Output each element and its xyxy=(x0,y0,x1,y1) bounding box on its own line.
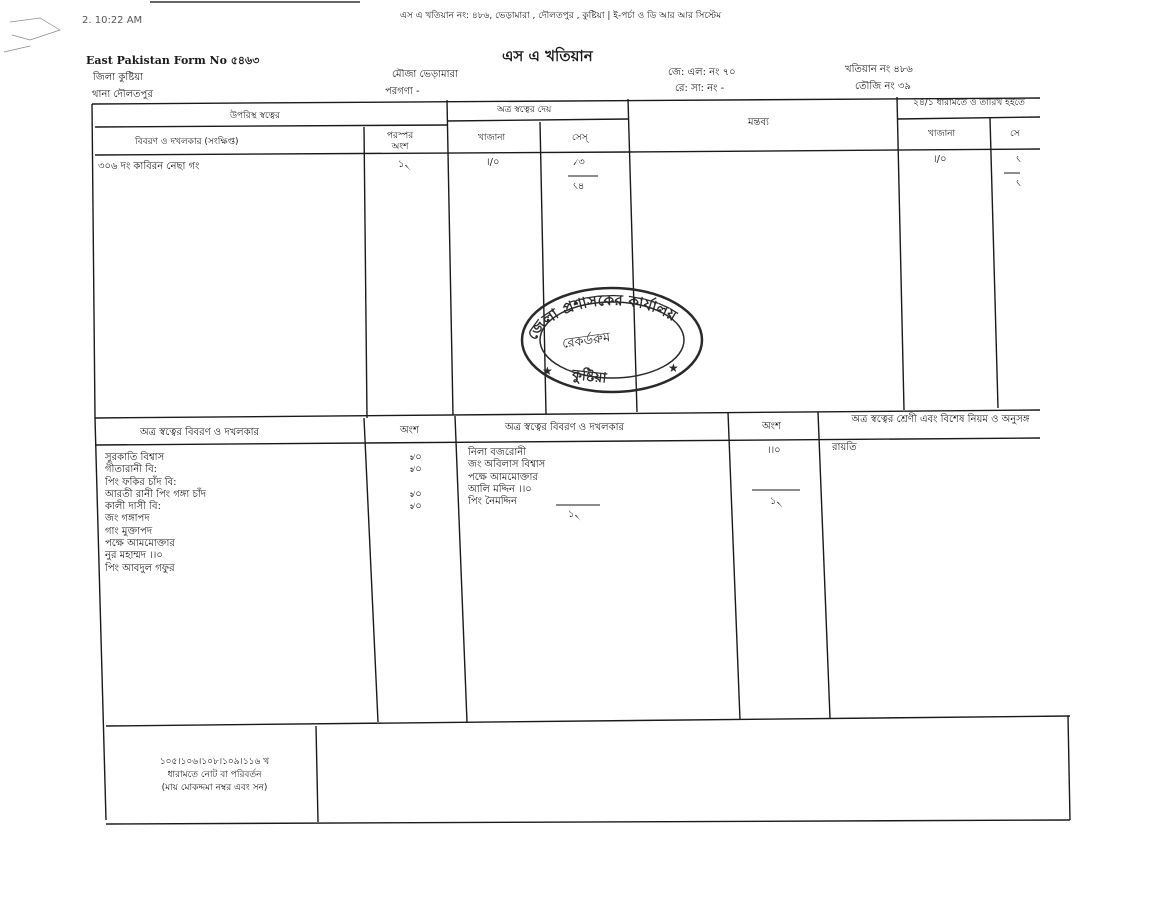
khatian-number-field: খতিয়ান নং ৪৮৬ xyxy=(845,64,913,75)
printed-header: এস এ খতিয়ান নং: ৪৮৬, ভেড়ামারা , দৌলতপুর , কুষ্টিয়া | ই-পর্চা ও ডি আর আর সিস্টেম xyxy=(400,11,722,21)
header-description: বিবরণ ও দখলকার (সংক্ষিপ্ত) xyxy=(135,137,239,147)
owner-2-share-total: ১৲ xyxy=(770,496,783,507)
pargana-field: পরগণা - xyxy=(385,86,420,97)
header-payable: অত্র স্বত্বের দেয় xyxy=(497,105,552,115)
header-owner: অত্র স্বত্বের বিবরণ ও দখলকার xyxy=(140,427,260,438)
margin-scribble xyxy=(4,18,60,52)
owner-entry: নুর মহাম্মদ ।।০ xyxy=(105,550,163,562)
owner-entry: নিলা বজরোনী xyxy=(468,447,527,458)
svg-text:★: ★ xyxy=(542,364,553,378)
owner-shares-list xyxy=(410,452,422,513)
svg-text:কুষ্টিয়া: কুষ্টিয়া xyxy=(571,367,608,387)
owner-entry: জং গঙ্গাপদ xyxy=(105,513,150,525)
owner-share: ৶০ xyxy=(410,464,422,476)
header-remarks: মন্তব্য xyxy=(748,117,769,128)
owner-entry: গাং মুক্তাপদ xyxy=(105,525,153,537)
upper-row-cess: ৴৩ xyxy=(573,157,585,168)
upper-row-right-fragment: ৻ xyxy=(1016,154,1021,165)
header-khajana-right: খাজানা xyxy=(928,129,956,139)
owner-2-share: ।।০ xyxy=(767,445,781,456)
owner-entry: জং অবিলাস বিশ্বাস xyxy=(468,459,546,471)
owners-2-total: ১৲ xyxy=(568,509,581,520)
header-cess-right: সে xyxy=(1010,129,1020,139)
owner-entry: গীতারানী বি: xyxy=(105,464,158,476)
footer-case-line: (মায় মোকদ্দমা নম্বর এবং সন) xyxy=(161,783,268,793)
office-seal-stamp xyxy=(522,288,702,392)
svg-text:জেলা প্রশাসকের কার্যালয়: জেলা প্রশাসকের কার্যালয় xyxy=(523,290,681,344)
header-share-2: অংশ xyxy=(762,421,781,432)
jl-number-field: জে: এল: নং ৭০ xyxy=(668,67,736,78)
owners-list-2 xyxy=(468,447,545,508)
owner-share: ৶০ xyxy=(410,452,422,463)
header-cess: সেস্ xyxy=(572,133,588,143)
re-sa-number-field: রে: সা: নং - xyxy=(675,83,725,94)
owner-entry: পক্ষে আমমোক্তার xyxy=(105,538,175,550)
owner-share xyxy=(410,477,422,489)
owners-list xyxy=(105,452,206,575)
form-number: East Pakistan Form No ৫৪৬৩ xyxy=(86,54,260,67)
upper-row-right-fragment: ৻ xyxy=(1016,178,1021,189)
owner-entry: সুরকাতি বিশ্বাস xyxy=(105,452,165,463)
print-timestamp: 2. 10:22 AM xyxy=(82,15,143,26)
upper-row-share: ১৲ xyxy=(398,159,411,170)
svg-text:★: ★ xyxy=(668,361,679,375)
tenancy-class: রায়তি xyxy=(832,442,857,453)
mouza-field: মৌজা ভেড়ামারা xyxy=(392,69,458,80)
district-field: জিলা কুষ্টিয়া xyxy=(93,72,143,83)
owner-entry: পিং নৈমদ্দিন xyxy=(468,496,517,508)
owner-entry: পক্ষে আমমোক্তার xyxy=(468,471,538,483)
thana-field: থানা দৌলতপুর xyxy=(92,89,153,100)
header-section-24-1: ২৪/১ ধারামতে ও তারিখ হইতে xyxy=(913,98,1025,108)
owner-entry: আলি মদ্দিন ।।০ xyxy=(468,483,532,495)
header-superior-rights: উপরিস্থ স্বত্বের xyxy=(230,111,280,121)
header-mutual-share: পরস্পর অংশ xyxy=(386,131,414,152)
owner-entry: পিং ফকির চাঁদ বি: xyxy=(105,476,177,488)
touji-number-field: তৌজি নং ৩৯ xyxy=(855,81,911,92)
footer-sections: ১০৫।১০৬।১০৮।১০৯।১১৬ খ xyxy=(159,757,270,767)
owner-entry: পিং আবদুল গফুর xyxy=(105,562,175,574)
upper-row-khajana-right: ।/০ xyxy=(933,154,947,165)
owner-entry: আরতী রানী পিং গঙ্গা চাঁদ xyxy=(105,488,207,500)
header-owner-2: অত্র স্বত্বের বিবরণ ও দখলকার xyxy=(505,422,625,433)
header-class-rules: অত্র স্বত্বের শ্রেণী এবং বিশেষ নিয়ম ও অনুসঙ্গ xyxy=(851,414,1030,425)
upper-row-description: ৩০৬ দং কাবিরন নেছা গং xyxy=(98,161,200,172)
owner-share: ৶০ xyxy=(410,488,422,500)
header-share: অংশ xyxy=(400,425,419,436)
owner-entry: কালী দাসী বি: xyxy=(105,501,161,513)
page-title: এস এ খতিয়ান xyxy=(502,47,593,65)
header-khajana: খাজানা xyxy=(478,133,506,143)
owner-share: ৶০ xyxy=(410,501,422,513)
footer-note-line: ধারামতে নোট বা পরিবর্তন xyxy=(167,770,262,780)
upper-row-khajana: ।/০ xyxy=(486,157,500,168)
svg-text:রেকর্ডরুম: রেকর্ডরুম xyxy=(561,330,612,352)
upper-row-cess-total: ৻৪ xyxy=(573,181,585,192)
